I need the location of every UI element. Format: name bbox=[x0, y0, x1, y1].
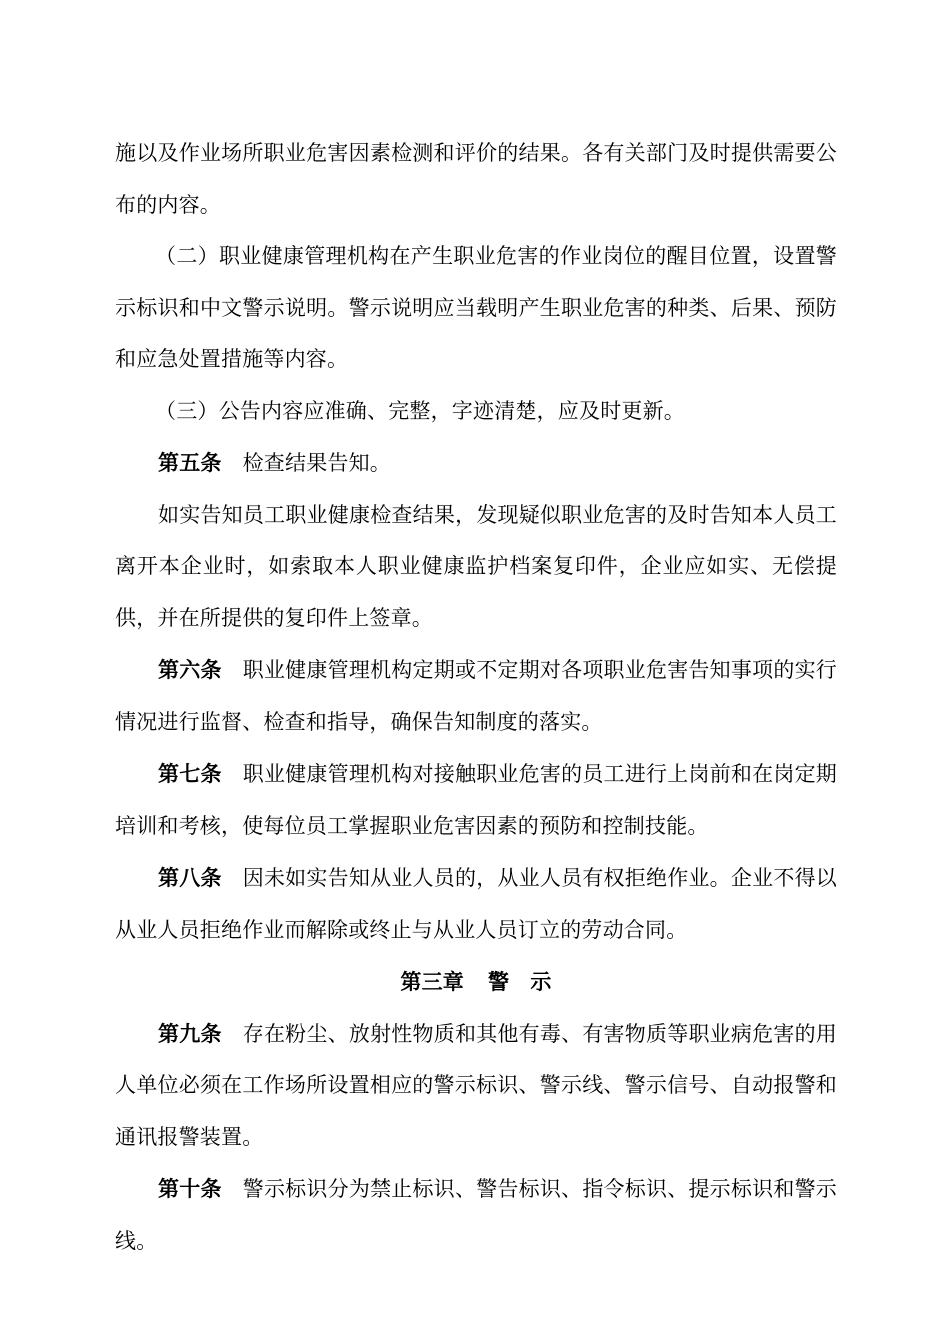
article-text: 检查结果告知。 bbox=[242, 451, 392, 475]
article-5 bbox=[115, 437, 837, 490]
paragraph-text: 施以及作业场所职业危害因素检测和评价的结果。各有关部门及时提供需要公布的内容。 bbox=[115, 141, 837, 217]
article-label: 第十条 bbox=[158, 1176, 222, 1201]
article-text: 存在粉尘、放射性物质和其他有毒、有害物质等职业病危害的用人单位必须在工作场所设置相应的警示标识、警示线、警示信号、自动报警和通讯报警装置。 bbox=[115, 1021, 837, 1149]
article-9 bbox=[115, 1008, 837, 1164]
paragraph-continuation bbox=[115, 128, 837, 231]
article-text: 职业健康管理机构定期或不定期对各项职业危害告知事项的实行情况进行监督、检查和指导，确保告知制度的落实。 bbox=[115, 658, 837, 734]
chapter-heading bbox=[115, 956, 837, 1008]
article-label: 第六条 bbox=[158, 657, 222, 682]
article-6 bbox=[115, 644, 837, 748]
paragraph-text: 如实告知员工职业健康检查结果，发现疑似职业危害的及时告知本人员工离开本企业时，如索取本人职业健康监护档案复印件，企业应如实、无偿提供，并在所提供的复印件上签章。 bbox=[115, 502, 837, 630]
chapter-number: 第三章 bbox=[400, 969, 464, 994]
paragraph-plain bbox=[115, 490, 837, 645]
article-label: 第八条 bbox=[158, 865, 222, 890]
document-page bbox=[115, 128, 837, 1267]
paragraph-item-3 bbox=[115, 386, 837, 438]
article-7 bbox=[115, 748, 837, 852]
article-8 bbox=[115, 852, 837, 956]
article-text: 警示标识分为禁止标识、警告标识、指令标识、提示标识和警示线。 bbox=[115, 1177, 837, 1253]
article-10 bbox=[115, 1163, 837, 1267]
article-label: 第五条 bbox=[158, 450, 222, 475]
chapter-title: 警 示 bbox=[488, 969, 552, 994]
paragraph-text: （二）职业健康管理机构在产生职业危害的作业岗位的醒目位置，设置警示标识和中文警示说明。警示说明应当载明产生职业危害的种类、后果、预防和应急处置措施等内容。 bbox=[115, 244, 837, 371]
article-text: 职业健康管理机构对接触职业危害的员工进行上岗前和在岗定期培训和考核，使每位员工掌握职业危害因素的预防和控制技能。 bbox=[115, 762, 837, 838]
article-label: 第七条 bbox=[158, 761, 222, 786]
article-text: 因未如实告知从业人员的，从业人员有权拒绝作业。企业不得以从业人员拒绝作业而解除或终止与从业人员订立的劳动合同。 bbox=[115, 866, 837, 942]
article-label: 第九条 bbox=[158, 1020, 222, 1046]
paragraph-item-2 bbox=[115, 231, 837, 386]
paragraph-text: （三）公告内容应准确、完整，字迹清楚，应及时更新。 bbox=[155, 398, 685, 423]
